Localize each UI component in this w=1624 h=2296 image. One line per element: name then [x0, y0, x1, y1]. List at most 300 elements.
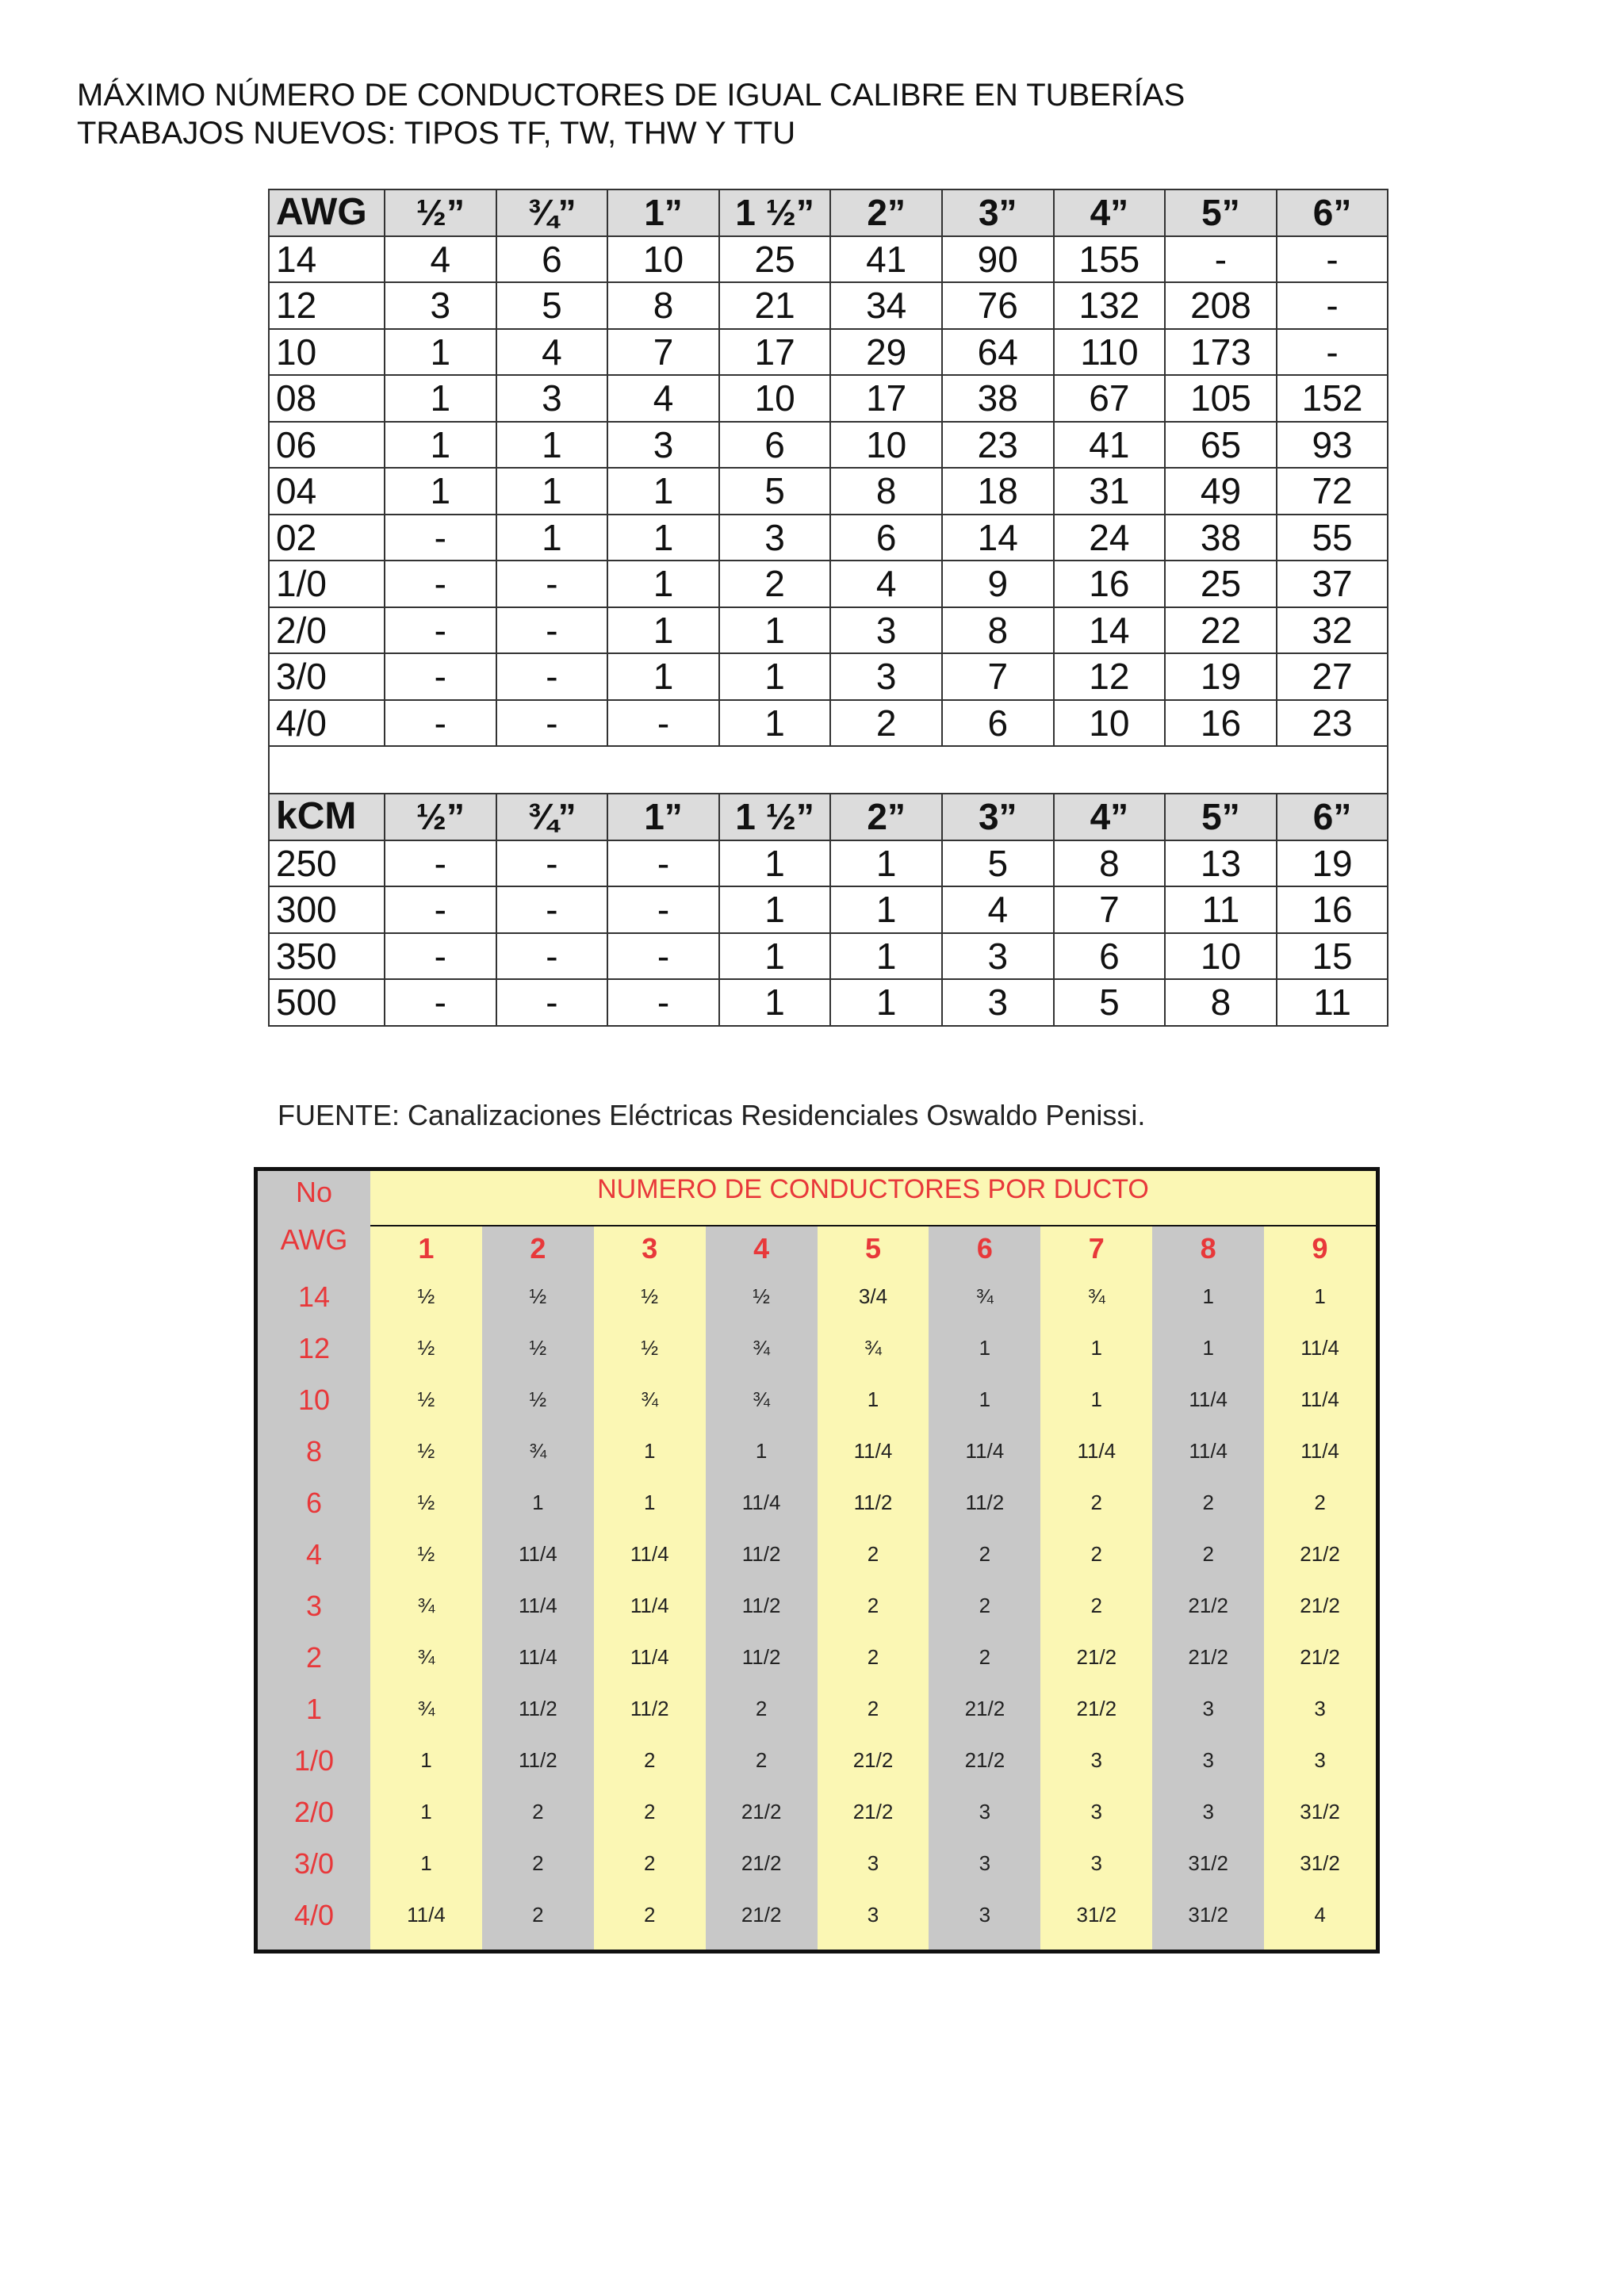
duct-size-cell: 3: [1090, 1748, 1103, 1772]
duct-size-cell: 2: [1090, 1542, 1103, 1566]
duct-size-cell: 2: [643, 1903, 656, 1927]
table-row: [269, 653, 1388, 700]
table-cell: 93: [1277, 422, 1388, 469]
duct-size-cell: 21/2: [1076, 1645, 1117, 1669]
table-cell: 132: [1054, 282, 1166, 329]
header-size-cell: 1 ½”: [719, 189, 831, 236]
no-label: No: [295, 1176, 333, 1208]
duct-size-cell: ½: [641, 1284, 659, 1308]
duct-size-cell: 11/2: [741, 1594, 781, 1617]
duct-size-cell: 2: [1202, 1490, 1214, 1514]
duct-size-cell: 31/2: [1076, 1903, 1117, 1927]
duct-size-cell: 21/2: [1188, 1594, 1228, 1617]
duct-column: [706, 1226, 818, 1950]
table-cell: 76: [942, 282, 1054, 329]
source-note: FUENTE: Canalizaciones Eléctricas Residenciales Oswaldo Penissi.: [278, 1099, 1146, 1131]
table-cell: -: [496, 886, 608, 933]
duct-size-cell: 11/2: [741, 1542, 781, 1566]
duct-size-cell: 11/4: [630, 1594, 669, 1617]
table-cell: 10: [607, 236, 719, 283]
table-cell: 1: [830, 886, 942, 933]
duct-size-cell: 1: [1090, 1336, 1103, 1360]
table-cell: 3: [607, 422, 719, 469]
spacer-row: [269, 746, 1388, 794]
table-cell: 37: [1277, 561, 1388, 607]
duct-size-cell: 11/2: [965, 1490, 1005, 1514]
duct-size-cell: ½: [417, 1284, 435, 1308]
header-size-cell: 3”: [942, 189, 1054, 236]
table-cell: 14: [942, 515, 1054, 561]
table-cell: 23: [1277, 700, 1388, 747]
table-cell: -: [1165, 236, 1277, 283]
table-cell: 155: [1054, 236, 1166, 283]
duct-size-cell: 2: [979, 1645, 991, 1669]
awg-row-label: 14: [297, 1280, 331, 1313]
duct-size-cell: 11/4: [407, 1903, 446, 1927]
duct-size-cell: 11/4: [630, 1645, 669, 1669]
conductor-count-header: 1: [418, 1232, 435, 1265]
duct-size-cell: ¾: [976, 1284, 994, 1308]
awg-row-label: 3: [305, 1590, 323, 1622]
table-cell: 25: [719, 236, 831, 283]
duct-size-cell: ¾: [753, 1336, 770, 1360]
row-label-cell: 4/0: [269, 700, 385, 747]
duct-size-cell: 2: [532, 1903, 544, 1927]
awg-row-label: 1/0: [293, 1744, 335, 1777]
row-labels: [258, 1271, 370, 1941]
row-label-cell: 3/0: [269, 653, 385, 700]
duct-size-cell: 11/2: [518, 1748, 557, 1772]
duct-size-cell: ½: [529, 1284, 547, 1308]
row-label-cell: 300: [269, 886, 385, 933]
header-size-cell: ¾”: [496, 794, 608, 840]
header-size-cell: ½”: [385, 794, 496, 840]
table-cell: 67: [1054, 375, 1166, 422]
table-cell: 3: [496, 375, 608, 422]
table-row: [269, 422, 1388, 469]
table-cell: 11: [1165, 886, 1277, 933]
table-cell: -: [385, 933, 496, 980]
table-cell: -: [496, 979, 608, 1026]
conductor-count-header: 5: [864, 1232, 882, 1265]
table-cell: 38: [1165, 515, 1277, 561]
table-row: [269, 282, 1388, 329]
duct-grid: [370, 1226, 1376, 1950]
duct-size-cell: ½: [753, 1284, 770, 1308]
table-cell: 2: [719, 561, 831, 607]
duct-size-cell: 2: [867, 1697, 879, 1720]
row-label-cell: 250: [269, 840, 385, 887]
row-label-cell: 04: [269, 468, 385, 515]
duct-size-cell: 11/4: [1300, 1439, 1339, 1463]
duct-size-cell: 3: [1314, 1748, 1326, 1772]
duct-size-cell: 21/2: [1188, 1645, 1228, 1669]
table-cell: 4: [385, 236, 496, 283]
table-cell: 1: [385, 468, 496, 515]
duct-size-cell: 31/2: [1188, 1903, 1228, 1927]
duct-size-cell: ¾: [417, 1697, 435, 1720]
header-size-cell: 3”: [942, 794, 1054, 840]
table-cell: 10: [719, 375, 831, 422]
table-cell: -: [385, 886, 496, 933]
duct-size-cell: 11/2: [518, 1697, 557, 1720]
table-cell: 8: [607, 282, 719, 329]
table-cell: 1: [607, 561, 719, 607]
conductor-count-header: 2: [530, 1232, 546, 1265]
table-cell: 10: [830, 422, 942, 469]
table-cell: 5: [496, 282, 608, 329]
table-cell: 4: [496, 329, 608, 376]
duct-size-cell: 3: [867, 1903, 879, 1927]
duct-size-cell: 3: [1314, 1697, 1326, 1720]
table-row: [269, 607, 1388, 654]
conductor-count-header: 6: [976, 1232, 993, 1265]
table-cell: 18: [942, 468, 1054, 515]
duct-size-cell: 11/4: [1189, 1387, 1228, 1411]
table-cell: 27: [1277, 653, 1388, 700]
table-cell: 49: [1165, 468, 1277, 515]
duct-size-cell: 1: [643, 1439, 656, 1463]
header-size-cell: 6”: [1277, 189, 1388, 236]
table-cell: 23: [942, 422, 1054, 469]
duct-size-cell: 2: [867, 1542, 879, 1566]
duct-size-cell: ½: [417, 1542, 435, 1566]
duct-size-cell: 2: [532, 1800, 544, 1823]
table-cell: 8: [942, 607, 1054, 654]
table-cell: 3: [942, 933, 1054, 980]
table-cell: 21: [719, 282, 831, 329]
table-cell: 1: [719, 979, 831, 1026]
table-cell: 1: [719, 840, 831, 887]
table-cell: 34: [830, 282, 942, 329]
awg-row-label: 2/0: [293, 1796, 335, 1828]
table-cell: -: [496, 700, 608, 747]
table-cell: 32: [1277, 607, 1388, 654]
awg-row-label: 4/0: [293, 1899, 335, 1931]
table-cell: 6: [830, 515, 942, 561]
table-cell: -: [496, 607, 608, 654]
table-cell: 24: [1054, 515, 1166, 561]
table-cell: -: [1277, 329, 1388, 376]
awg-row-label: 4: [305, 1538, 323, 1571]
table-cell: 9: [942, 561, 1054, 607]
row-label-cell: 1/0: [269, 561, 385, 607]
duct-size-cell: 1: [643, 1490, 656, 1514]
table-cell: 38: [942, 375, 1054, 422]
row-label-cell: 02: [269, 515, 385, 561]
duct-size-cell: 3: [1090, 1851, 1103, 1875]
table-row: [269, 933, 1388, 980]
table-row: [269, 840, 1388, 887]
table-cell: 14: [1054, 607, 1166, 654]
table-cell: 16: [1277, 886, 1388, 933]
header-size-cell: ½”: [385, 189, 496, 236]
duct-size-cell: 21/2: [964, 1748, 1005, 1772]
table-cell: -: [496, 561, 608, 607]
duct-size-cell: ½: [417, 1490, 435, 1514]
duct-size-cell: 2: [1090, 1594, 1103, 1617]
row-label-cell: 06: [269, 422, 385, 469]
duct-size-cell: 21/2: [852, 1748, 894, 1772]
header-label-cell: AWG: [269, 189, 385, 236]
duct-size-cell: 11/4: [1300, 1387, 1339, 1411]
table-cell: 11: [1277, 979, 1388, 1026]
table-cell: 16: [1054, 561, 1166, 607]
duct-size-cell: ½: [529, 1387, 547, 1411]
table-cell: 3: [942, 979, 1054, 1026]
duct-size-cell: 21/2: [741, 1800, 782, 1823]
conductor-count-header: 4: [753, 1232, 770, 1265]
table-cell: 208: [1165, 282, 1277, 329]
table-cell: 152: [1277, 375, 1388, 422]
header-size-cell: 2”: [830, 189, 942, 236]
duct-size-cell: 21/2: [1300, 1645, 1340, 1669]
table-row: [269, 515, 1388, 561]
table-cell: 4: [830, 561, 942, 607]
table-cell: 13: [1165, 840, 1277, 887]
page-title: [77, 76, 1185, 152]
duct-column: [370, 1226, 482, 1950]
table-cell: -: [385, 607, 496, 654]
table-cell: -: [385, 561, 496, 607]
table-cell: -: [496, 840, 608, 887]
table-cell: 1: [607, 515, 719, 561]
table-cell: -: [385, 515, 496, 561]
table-row: [269, 329, 1388, 376]
table-cell: 1: [719, 933, 831, 980]
duct-size-cell: 11/4: [741, 1490, 781, 1514]
table-cell: 3: [385, 282, 496, 329]
table-cell: 19: [1165, 653, 1277, 700]
duct-size-cell: 2: [532, 1851, 544, 1875]
table-cell: 7: [942, 653, 1054, 700]
header-size-cell: 1”: [607, 794, 719, 840]
duct-size-cell: ¾: [641, 1387, 659, 1411]
duct-column: [482, 1226, 594, 1950]
table-cell: -: [607, 840, 719, 887]
header-size-cell: 4”: [1054, 794, 1166, 840]
duct-size-cell: 1: [420, 1800, 432, 1823]
table-cell: 15: [1277, 933, 1388, 980]
duct-size-cell: 21/2: [1300, 1542, 1340, 1566]
duct-size-cell: 3: [1202, 1697, 1214, 1720]
awg-row-label: 1: [305, 1693, 323, 1725]
duct-size-cell: ½: [417, 1336, 435, 1360]
table-cell: 55: [1277, 515, 1388, 561]
duct-size-cell: 3: [867, 1851, 879, 1875]
header-size-cell: ¾”: [496, 189, 608, 236]
table-cell: 65: [1165, 422, 1277, 469]
table-cell: 1: [385, 375, 496, 422]
header-size-cell: 4”: [1054, 189, 1166, 236]
table-cell: 22: [1165, 607, 1277, 654]
table-cell: 4: [942, 886, 1054, 933]
duct-size-cell: 2: [1090, 1490, 1103, 1514]
duct-size-cell: 11/4: [853, 1439, 893, 1463]
table-cell: 173: [1165, 329, 1277, 376]
table-cell: -: [607, 933, 719, 980]
row-label-cell: 08: [269, 375, 385, 422]
duct-size-cell: ¾: [417, 1645, 435, 1669]
header-size-cell: 5”: [1165, 189, 1277, 236]
conductors-per-duct-table: [254, 1167, 1380, 1954]
duct-size-cell: 21/2: [1300, 1594, 1340, 1617]
row-label-cell: 350: [269, 933, 385, 980]
table-cell: -: [496, 653, 608, 700]
duct-size-cell: 21/2: [1076, 1697, 1117, 1720]
duct-size-cell: 31/2: [1300, 1851, 1340, 1875]
duct-size-cell: 2: [979, 1594, 991, 1617]
duct-size-cell: 2: [1314, 1490, 1326, 1514]
duct-size-cell: 21/2: [852, 1800, 894, 1823]
table-cell: -: [385, 653, 496, 700]
table-cell: 90: [942, 236, 1054, 283]
table-cell: 64: [942, 329, 1054, 376]
table-cell: 16: [1165, 700, 1277, 747]
duct-size-cell: 3: [1202, 1800, 1214, 1823]
spacer-cell: [269, 746, 1388, 794]
duct-size-cell: 1: [1202, 1336, 1214, 1360]
conductor-count-header: 3: [642, 1232, 658, 1265]
table-cell: -: [1277, 282, 1388, 329]
table-cell: -: [385, 979, 496, 1026]
duct-size-cell: 2: [755, 1748, 768, 1772]
table-cell: 6: [496, 236, 608, 283]
duct-size-cell: 1: [867, 1387, 879, 1411]
table-cell: -: [607, 886, 719, 933]
table-cell: 3: [719, 515, 831, 561]
table-row: [269, 375, 1388, 422]
duct-column: [1264, 1226, 1376, 1950]
table-cell: 41: [1054, 422, 1166, 469]
table-cell: -: [607, 979, 719, 1026]
table-cell: 19: [1277, 840, 1388, 887]
table-cell: 7: [1054, 886, 1166, 933]
table-cell: 3: [830, 607, 942, 654]
duct-size-cell: 3: [979, 1851, 991, 1875]
table-cell: 5: [719, 468, 831, 515]
table-banner: NUMERO DE CONDUCTORES POR DUCTO: [597, 1174, 1149, 1204]
duct-size-cell: 11/4: [1077, 1439, 1116, 1463]
table-cell: -: [496, 933, 608, 980]
duct-size-cell: 1: [1090, 1387, 1103, 1411]
duct-size-cell: 1: [420, 1851, 432, 1875]
duct-size-cell: 1: [979, 1387, 991, 1411]
table-cell: 5: [942, 840, 1054, 887]
duct-size-cell: 2: [867, 1645, 879, 1669]
duct-size-cell: 3: [1202, 1748, 1214, 1772]
duct-size-cell: 21/2: [964, 1697, 1005, 1720]
table-cell: 6: [942, 700, 1054, 747]
table-cell: 29: [830, 329, 942, 376]
kcm-header-row: [269, 794, 1388, 840]
table-cell: 1: [496, 468, 608, 515]
header-size-cell: 6”: [1277, 794, 1388, 840]
row-label-cell: 10: [269, 329, 385, 376]
duct-size-cell: ½: [417, 1439, 435, 1463]
awg-row-label: 6: [305, 1487, 323, 1519]
table-cell: 8: [830, 468, 942, 515]
conductor-count-header: 8: [1200, 1232, 1216, 1265]
table-cell: 1: [607, 607, 719, 654]
duct-size-cell: 2: [643, 1851, 656, 1875]
table-cell: 1: [496, 515, 608, 561]
table-cell: 3: [830, 653, 942, 700]
duct-size-cell: 11/2: [853, 1490, 893, 1514]
duct-size-cell: 4: [1314, 1903, 1326, 1927]
conductor-capacity-table: [268, 189, 1388, 1027]
table-cell: 105: [1165, 375, 1277, 422]
duct-size-cell: ¾: [417, 1594, 435, 1617]
awg-row-label: 12: [297, 1332, 331, 1364]
table-cell: 17: [830, 375, 942, 422]
duct-size-cell: 1: [755, 1439, 768, 1463]
table-cell: 1: [719, 653, 831, 700]
duct-size-cell: 1: [1202, 1284, 1214, 1308]
duct-size-cell: 11/2: [630, 1697, 669, 1720]
duct-size-cell: 11/4: [518, 1594, 557, 1617]
conductor-count-header: 9: [1312, 1232, 1328, 1265]
duct-size-cell: 21/2: [741, 1903, 782, 1927]
duct-size-cell: ½: [529, 1336, 547, 1360]
awg-label: AWG: [280, 1223, 348, 1256]
duct-size-cell: 1: [420, 1748, 432, 1772]
table-cell: 25: [1165, 561, 1277, 607]
table-cell: 1: [496, 422, 608, 469]
table-cell: 1: [385, 329, 496, 376]
awg-header-row: [269, 189, 1388, 236]
table-cell: 5: [1054, 979, 1166, 1026]
duct-size-cell: 3: [979, 1800, 991, 1823]
awg-row-label: 3/0: [293, 1847, 335, 1880]
table-cell: 1: [385, 422, 496, 469]
header-size-cell: 5”: [1165, 794, 1277, 840]
table-cell: 110: [1054, 329, 1166, 376]
duct-size-cell: 1: [532, 1490, 544, 1514]
table-row: [269, 886, 1388, 933]
table-cell: 1: [830, 979, 942, 1026]
table-cell: -: [385, 700, 496, 747]
table-cell: 10: [1165, 933, 1277, 980]
duct-size-cell: 2: [643, 1800, 656, 1823]
duct-size-cell: 21/2: [741, 1851, 782, 1875]
duct-size-cell: 11/4: [518, 1645, 557, 1669]
table-cell: 17: [719, 329, 831, 376]
table-row: [269, 700, 1388, 747]
duct-size-cell: 2: [755, 1697, 768, 1720]
awg-row-label: 10: [297, 1383, 331, 1416]
duct-size-cell: 3: [979, 1903, 991, 1927]
duct-column: [818, 1226, 929, 1950]
duct-size-cell: 1: [1314, 1284, 1326, 1308]
header-label-cell: kCM: [269, 794, 385, 840]
duct-size-cell: ¾: [529, 1439, 547, 1463]
table-cell: 12: [1054, 653, 1166, 700]
duct-size-cell: 2: [1202, 1542, 1214, 1566]
duct-size-cell: 3: [1090, 1800, 1103, 1823]
table-cell: 1: [719, 607, 831, 654]
table-cell: 1: [607, 468, 719, 515]
row-label-cell: 2/0: [269, 607, 385, 654]
duct-size-cell: ¾: [753, 1387, 770, 1411]
duct-size-cell: 11/4: [1189, 1439, 1228, 1463]
duct-size-cell: 31/2: [1188, 1851, 1228, 1875]
table-row: [269, 979, 1388, 1026]
header-size-cell: 2”: [830, 794, 942, 840]
table-cell: 8: [1165, 979, 1277, 1026]
table-cell: 7: [607, 329, 719, 376]
header-size-cell: 1”: [607, 189, 719, 236]
